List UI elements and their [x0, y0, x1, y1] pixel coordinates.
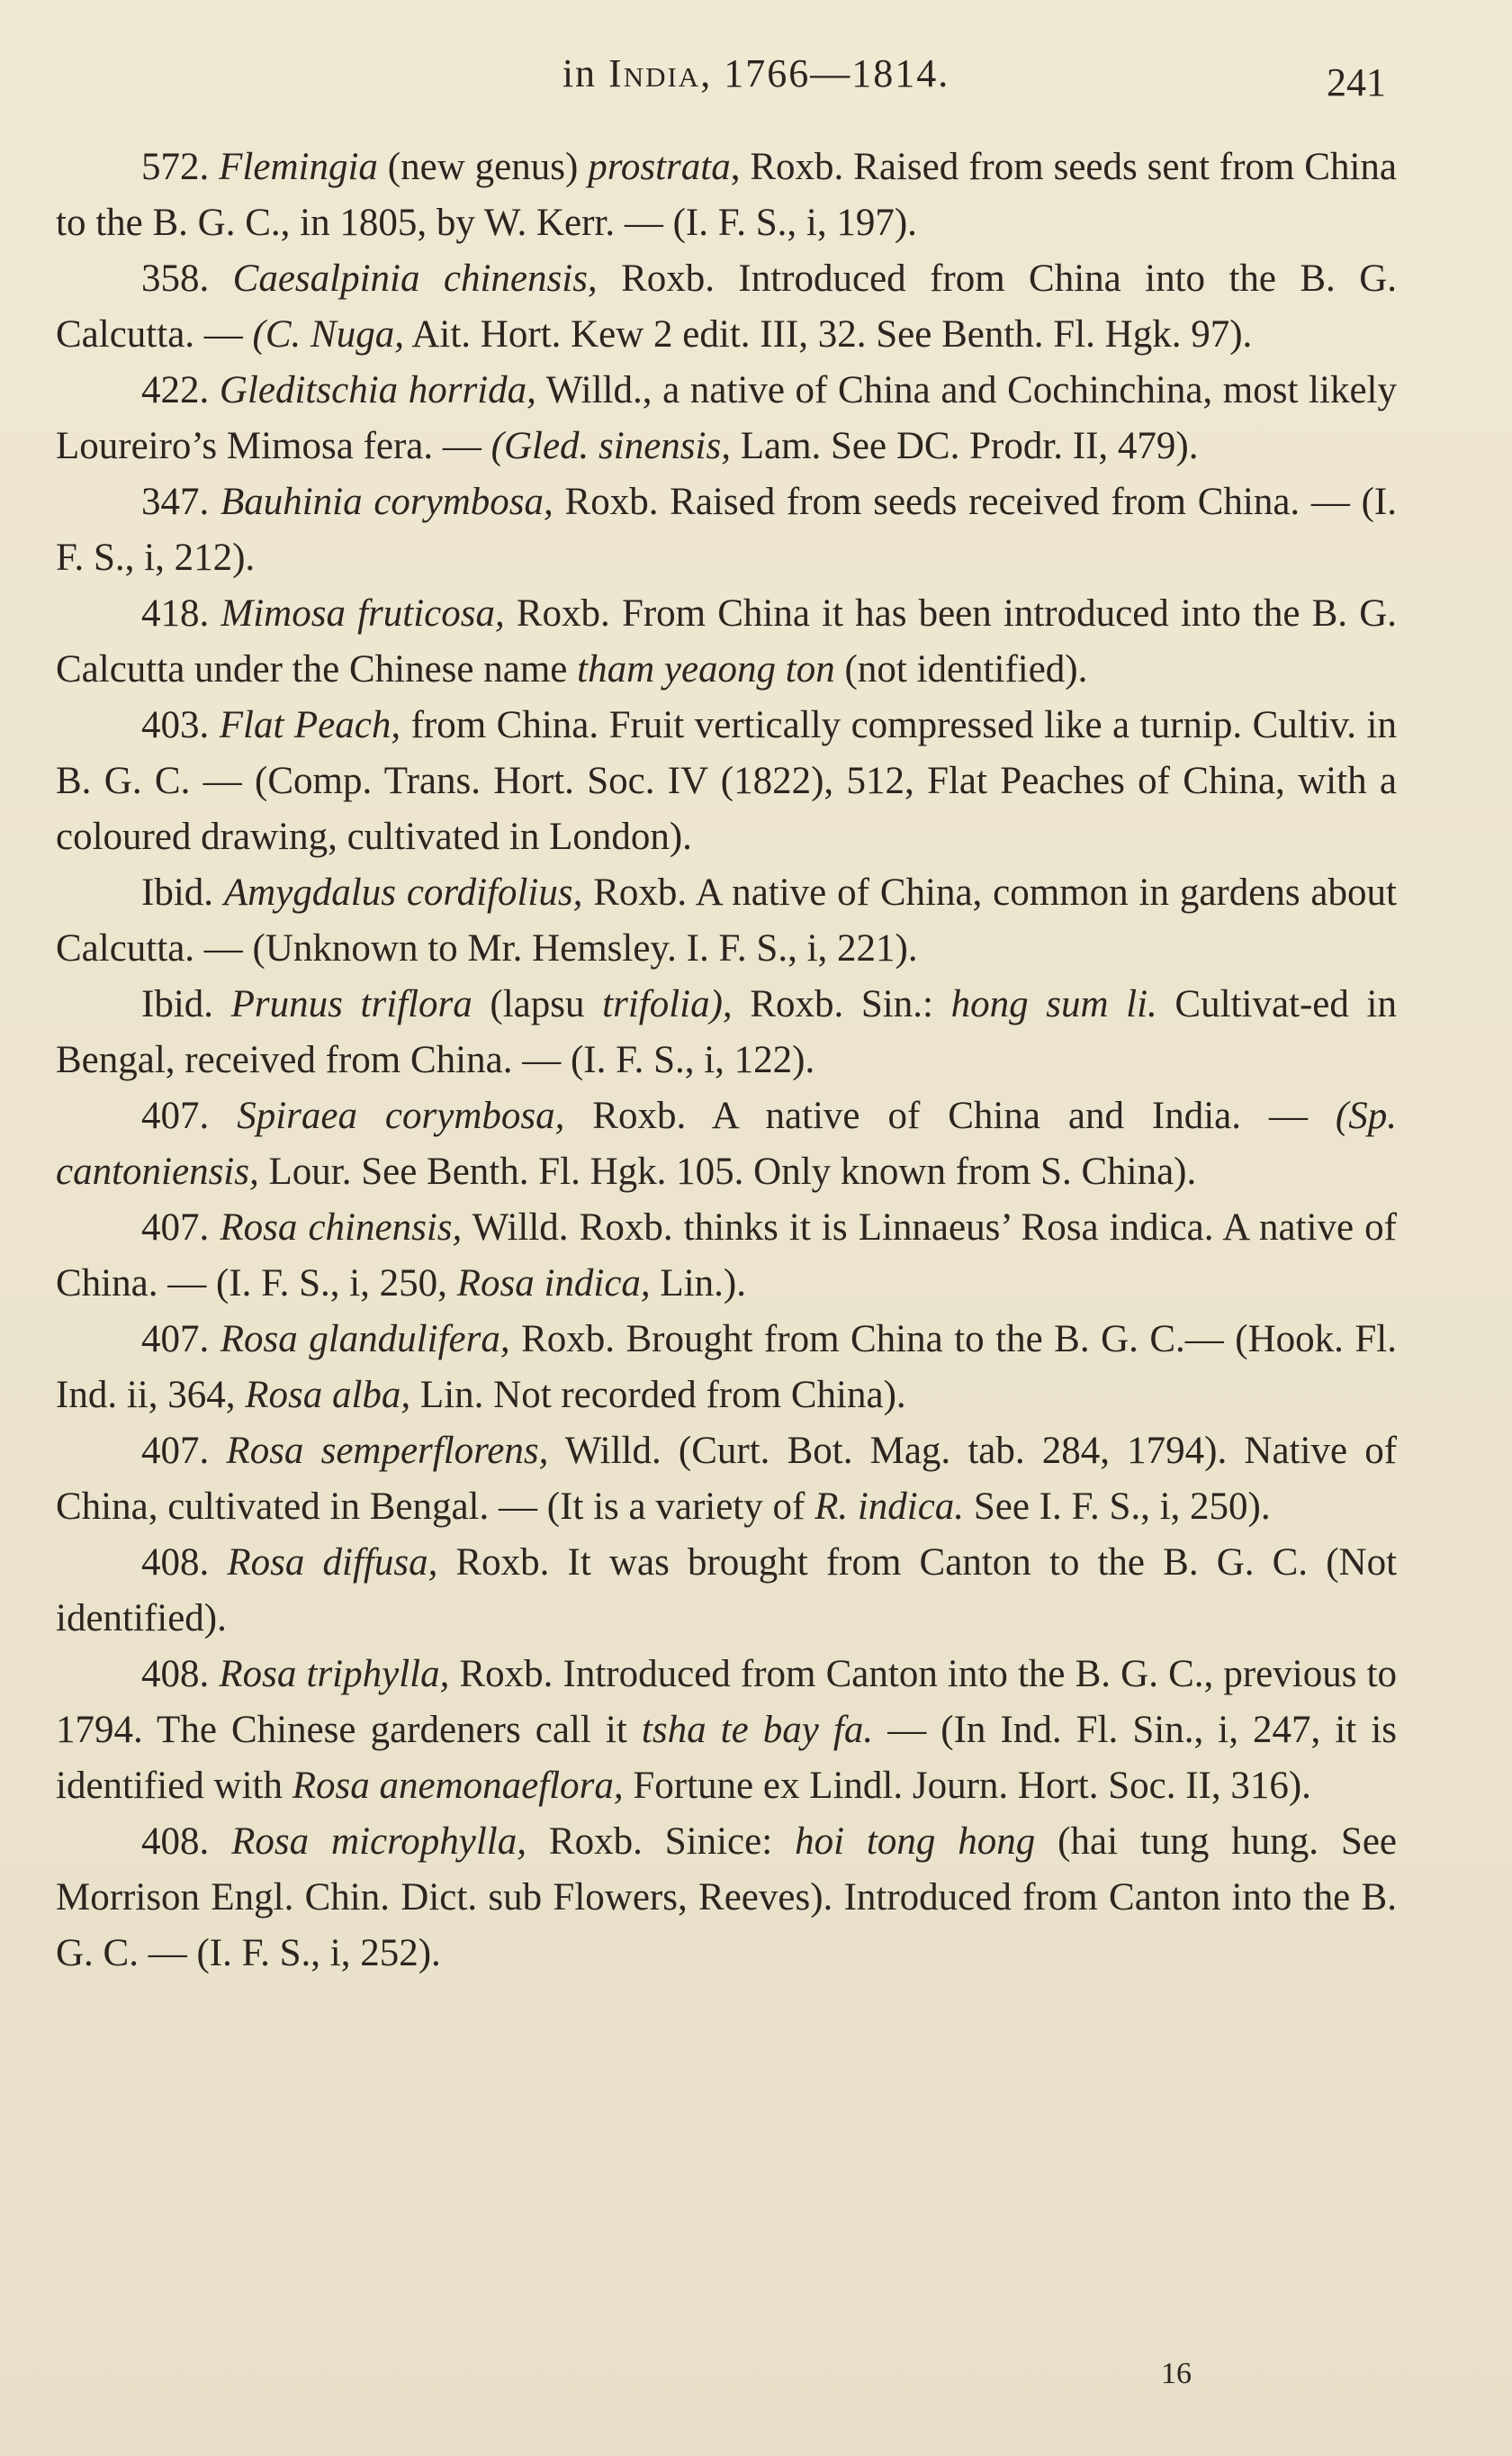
catalog-entry: [56, 698, 1397, 865]
entry-text: Roxb. Brought from China to the B. G. C.— (Hook. Fl. Ind. ii, 364,: [56, 1318, 1398, 1416]
catalog-entry: [56, 251, 1397, 363]
entry-text: 572.: [141, 146, 220, 188]
entry-text: 403.: [141, 704, 220, 746]
catalog-entry: [56, 1647, 1397, 1814]
entry-text: (lapsu: [472, 983, 603, 1025]
catalog-entry: [56, 1200, 1397, 1312]
italic-text: Rosa semperflorens,: [226, 1430, 549, 1472]
italic-text: (Gled. sinensis,: [490, 425, 731, 467]
italic-text: prostrata: [588, 146, 731, 188]
catalog-entry: [56, 474, 1397, 586]
italic-text: hoi tong hong: [795, 1820, 1036, 1863]
entry-text: Roxb. Introduced from China into the B. G. Calcutta. —: [56, 257, 1398, 356]
catalog-entry: [56, 1088, 1397, 1200]
italic-text: Rosa chinensis,: [220, 1206, 463, 1249]
entry-text: — (In Ind. Fl. Sin., i, 247, it is identified with: [56, 1709, 1398, 1807]
catalog-entry: [56, 1312, 1397, 1423]
italic-text: hong sum li.: [950, 983, 1157, 1025]
italic-text: Rosa diffusa,: [227, 1541, 438, 1584]
signature-mark: 16: [1161, 2357, 1192, 2390]
italic-text: (Sp. cantoniensis,: [56, 1095, 1397, 1193]
running-title-years: , 1766—1814.: [700, 51, 950, 95]
catalog-entry: [56, 1814, 1397, 1982]
entry-text: Fortune ex Lindl. Journ. Hort. Soc. II, 316).: [623, 1765, 1311, 1807]
entry-text: Cultivat-ed in Bengal, received from China. — (I. F. S., i, 122).: [56, 983, 1397, 1081]
entry-text: (hai tung hung. See Morrison Engl. Chin. Dict. sub Flowers, Reeves). Introduced from Canton into the B. G. C. — (I. F. S., i, 252).: [56, 1820, 1398, 1974]
entry-text: Lin. Not recorded from China).: [410, 1374, 906, 1416]
entry-text: Lour. See Benth. Fl. Hgk. 105. Only known from S. China).: [258, 1151, 1197, 1193]
italic-text: Amygdalus cordifolius,: [223, 871, 583, 914]
entry-text: , Roxb. Raised from seeds sent from China to the B. G. C., in 1805, by W. Kerr. — (I. F. S., i, 197).: [56, 146, 1397, 244]
page-header: [0, 50, 1512, 113]
italic-text: Prunus triflora: [230, 983, 472, 1025]
entry-text: 347.: [141, 481, 220, 523]
entry-text: Ibid.: [141, 983, 231, 1025]
entry-text: Roxb. Sin.:: [732, 983, 951, 1025]
italic-text: Mimosa fruticosa,: [220, 592, 505, 635]
entry-text: 407.: [141, 1318, 220, 1360]
italic-text: Gleditschia horrida,: [219, 369, 536, 411]
entry-text: (not identified).: [834, 648, 1088, 691]
entry-text: Ibid.: [141, 871, 224, 914]
entry-text: Willd., a native of China and Cochinchina, most likely Loureiro’s Mimosa fera. —: [56, 369, 1397, 467]
italic-text: Caesalpinia chinensis,: [232, 257, 598, 300]
entry-text: 418.: [141, 592, 221, 635]
page-number: 241: [1327, 60, 1386, 104]
entry-text: 358.: [141, 257, 233, 300]
entry-text: 408.: [141, 1653, 220, 1695]
italic-text: Rosa anemonaeflora,: [292, 1765, 624, 1807]
italic-text: Rosa indica,: [456, 1262, 651, 1305]
entry-text: Lam. See DC. Prodr. II, 479).: [730, 425, 1199, 467]
italic-text: Rosa glandulifera,: [220, 1318, 510, 1360]
running-title-country: India: [608, 51, 701, 95]
entry-text: Roxb. Sinice:: [526, 1820, 796, 1863]
italic-text: Spiraea corymbosa,: [237, 1095, 565, 1137]
entry-text: Willd. Roxb. thinks it is Linnaeus’ Rosa indica. A native of China. — (I. F. S., i, 250,: [56, 1206, 1397, 1305]
page-body: [56, 140, 1397, 1982]
italic-text: Rosa alba,: [245, 1374, 411, 1416]
running-title-prefix: in: [562, 51, 609, 95]
italic-text: trifolia),: [602, 983, 733, 1025]
catalog-entry: [56, 586, 1397, 698]
entry-text: Ait. Hort. Kew 2 edit. III, 32. See Benth. Fl. Hgk. 97).: [403, 313, 1253, 356]
italic-text: Rosa triphylla,: [219, 1653, 450, 1695]
entry-text: (new genus): [377, 146, 589, 188]
italic-text: Flemingia: [219, 146, 378, 188]
catalog-entry: [56, 977, 1397, 1088]
catalog-entry: [56, 1423, 1397, 1535]
entry-text: 408.: [141, 1820, 232, 1863]
entry-text: Lin.).: [650, 1262, 746, 1305]
entry-text: from China. Fruit vertically compressed like a turnip. Cultiv. in B. G. C. — (Comp. Trans. Hort. Soc. IV (1822), 512, Flat Peaches of China, with a coloured drawing, cultivated in London).: [56, 704, 1397, 858]
running-title: [0, 50, 1512, 96]
italic-text: Flat Peach,: [219, 704, 401, 746]
catalog-entry: [56, 363, 1397, 474]
entry-text: 407.: [141, 1206, 220, 1249]
italic-text: (C. Nuga,: [252, 313, 404, 356]
entry-text: Roxb. Introduced from Canton into the B. G. C., previous to 1794. The Chinese gardeners call it: [56, 1653, 1398, 1751]
entry-text: 407.: [141, 1430, 227, 1472]
italic-text: tham yeaong ton: [577, 648, 835, 691]
entry-text: Roxb. From China it has been introduced into the B. G. Calcutta under the Chinese name: [56, 592, 1397, 691]
entry-text: 407.: [141, 1095, 238, 1137]
entry-text: See I. F. S., i, 250).: [964, 1485, 1271, 1528]
entry-text: Willd. (Curt. Bot. Mag. tab. 284, 1794). Native of China, cultivated in Bengal. — (It is a variety of: [56, 1430, 1398, 1528]
entry-text: Roxb. Raised from seeds received from China. — (I. F. S., i, 212).: [56, 481, 1397, 579]
italic-text: tsha te bay fa.: [641, 1709, 874, 1751]
italic-text: Bauhinia corymbosa,: [220, 481, 554, 523]
entry-text: Roxb. It was brought from Canton to the B. G. C. (Not identified).: [56, 1541, 1398, 1639]
italic-text: Rosa microphylla,: [231, 1820, 527, 1863]
catalog-entry: [56, 1535, 1397, 1647]
catalog-entry: [56, 140, 1397, 251]
entry-text: 422.: [141, 369, 220, 411]
italic-text: R. indica.: [814, 1485, 965, 1528]
catalog-entry: [56, 865, 1397, 977]
entry-text: Roxb. A native of China and India. —: [564, 1095, 1336, 1137]
entry-text: 408.: [141, 1541, 228, 1584]
entry-text: Roxb. A native of China, common in gardens about Calcutta. — (Unknown to Mr. Hemsley. I. F. S., i, 221).: [56, 871, 1397, 970]
